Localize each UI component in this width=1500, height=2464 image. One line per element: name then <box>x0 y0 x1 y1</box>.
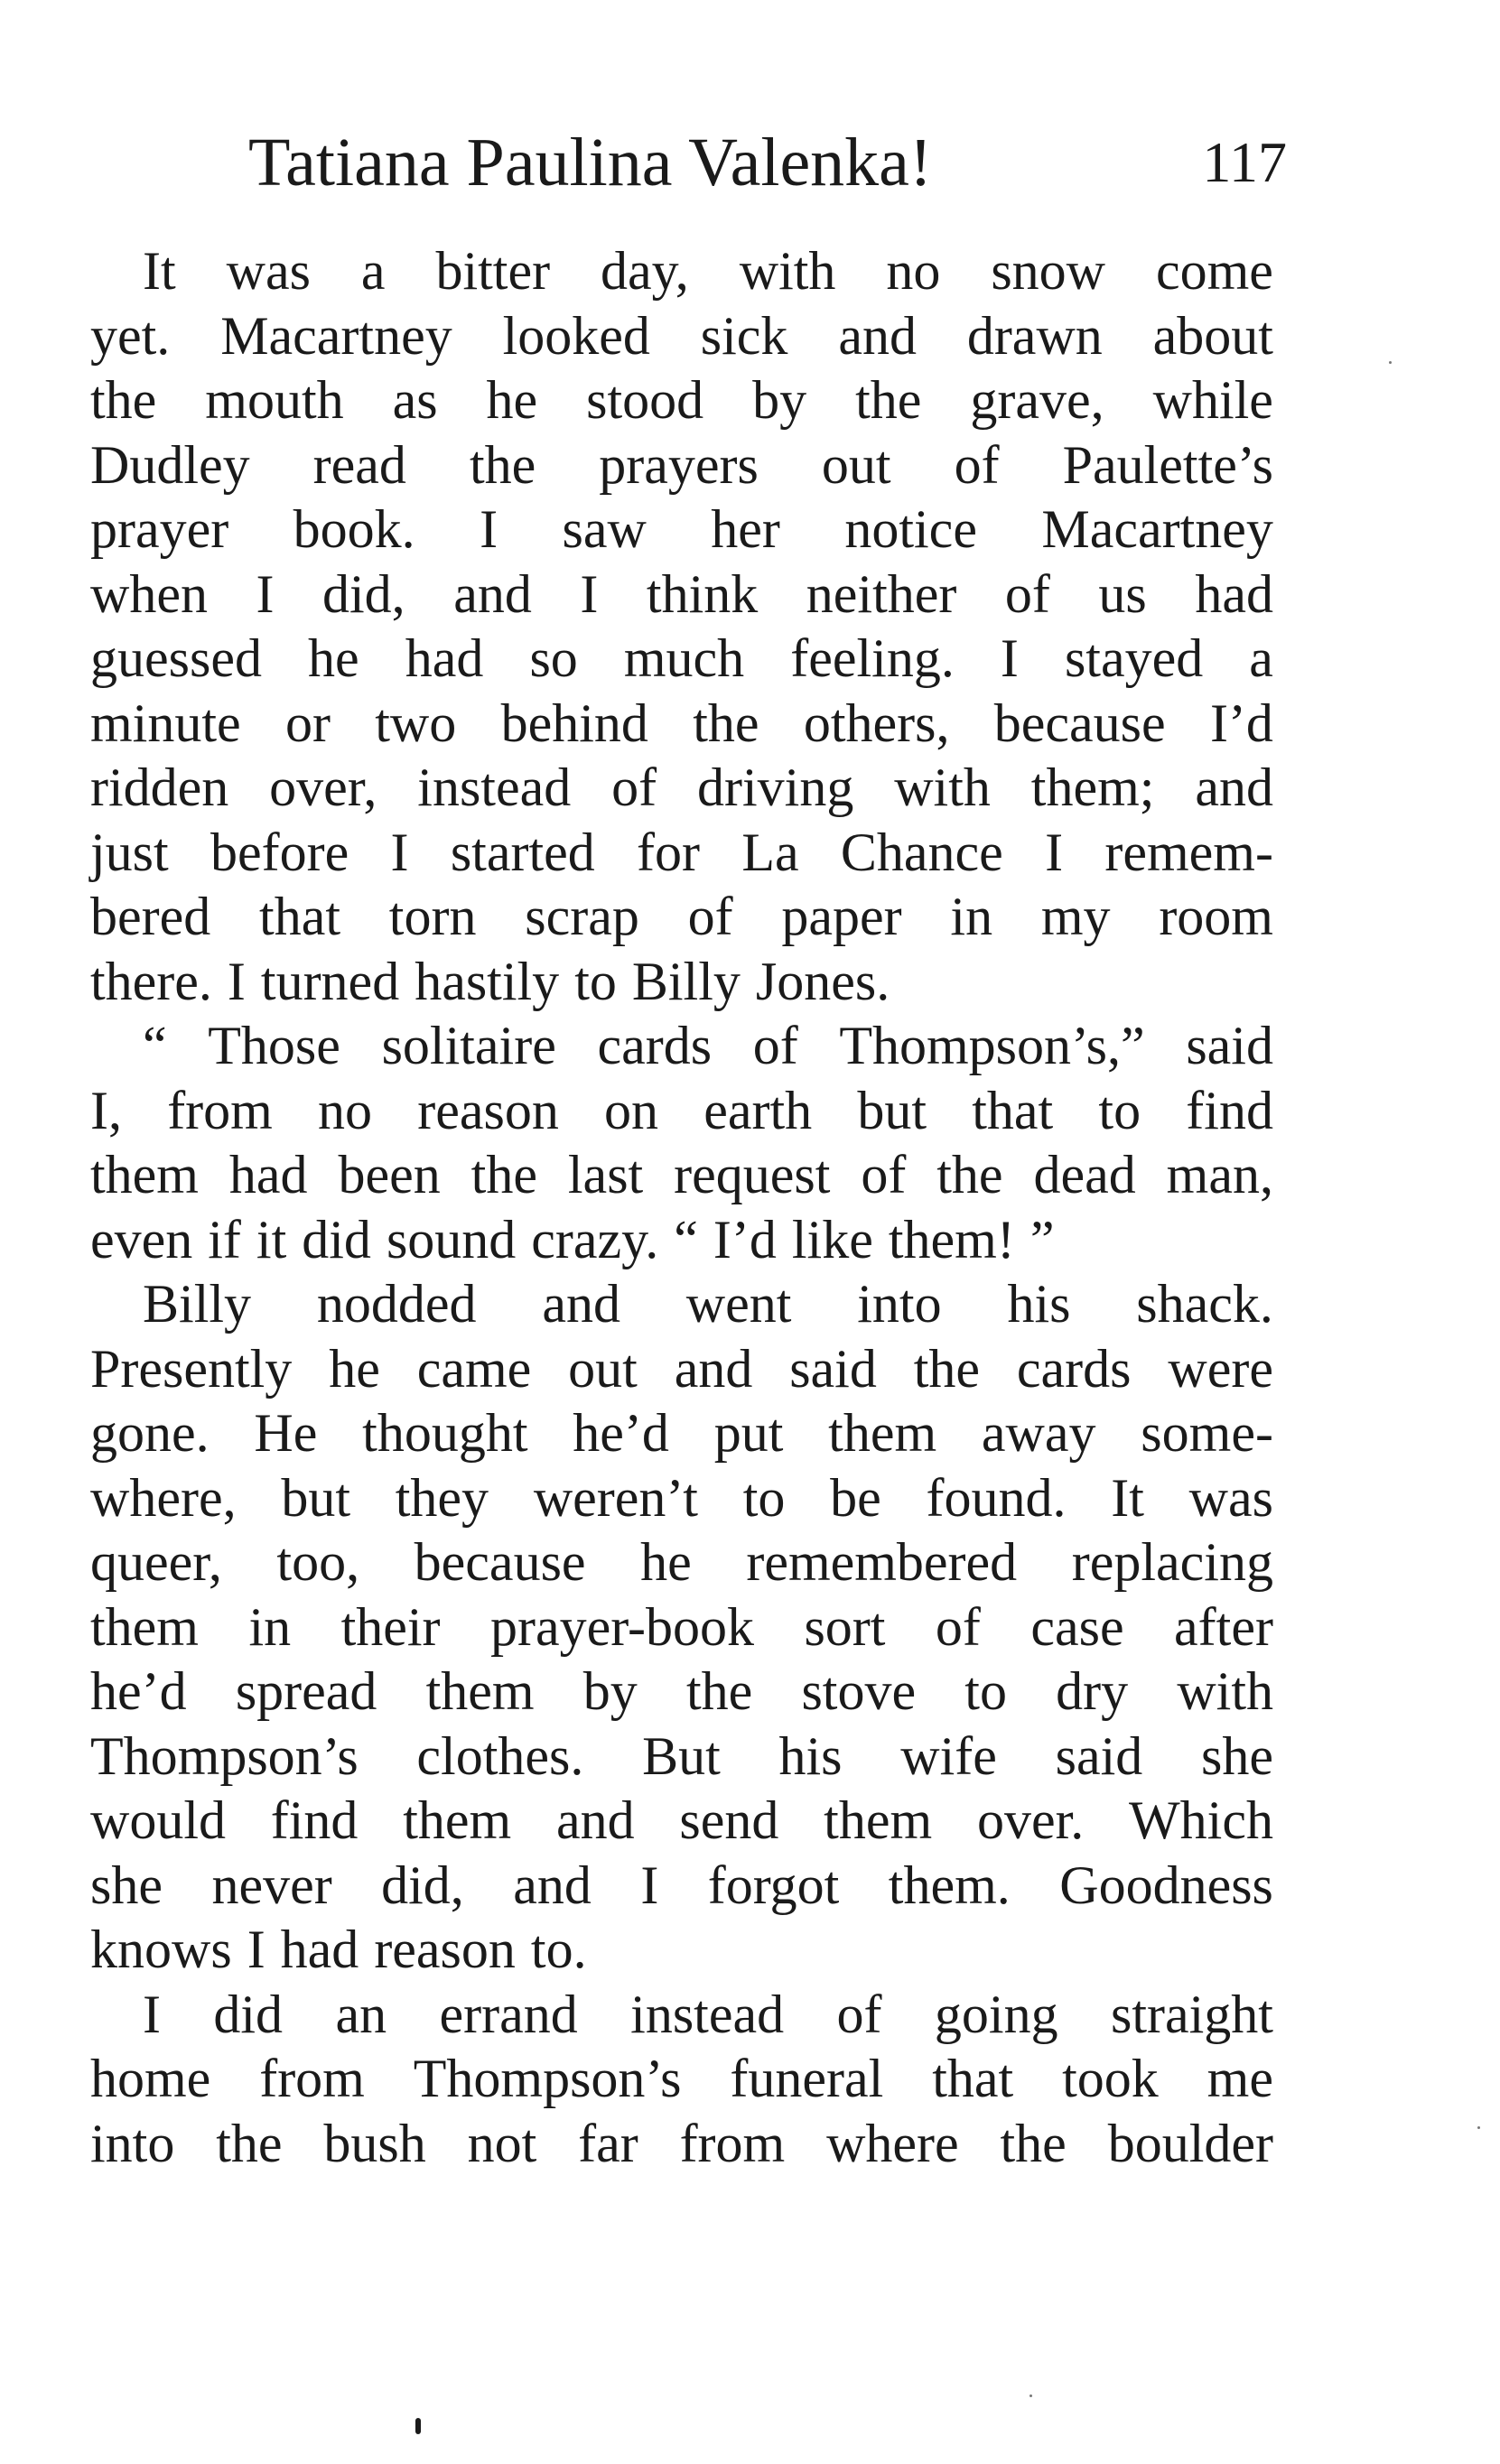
word: were <box>1168 1338 1273 1399</box>
word: he <box>486 370 538 430</box>
word: neither <box>806 563 957 624</box>
word: after <box>1174 1596 1273 1657</box>
word: for <box>637 822 701 882</box>
word: and <box>542 1274 620 1334</box>
text-line <box>90 756 1273 821</box>
word: to <box>964 1661 1007 1721</box>
word: as <box>392 370 438 430</box>
word: of <box>836 1984 882 2044</box>
word: driving <box>697 758 854 817</box>
word: them. <box>888 1855 1011 1915</box>
text-line <box>90 1789 1273 1854</box>
word: turned <box>260 951 400 1011</box>
word: with <box>894 758 991 817</box>
word: wife <box>900 1725 997 1786</box>
word: said <box>1186 1016 1273 1075</box>
word: knows <box>90 1920 232 1979</box>
word: I <box>256 563 275 624</box>
word: dead <box>1033 1145 1136 1204</box>
word: bered <box>90 887 211 946</box>
ink-mark <box>415 2418 421 2434</box>
text-line <box>90 304 1273 369</box>
word: a <box>360 241 386 301</box>
word: had <box>405 628 484 688</box>
word: earth <box>703 1080 813 1140</box>
word: Jones. <box>755 951 890 1011</box>
word: I’d <box>1209 693 1273 753</box>
page-number: 117 <box>1202 130 1287 194</box>
text-line <box>90 1337 1273 1402</box>
word: by <box>582 1661 638 1721</box>
text-line <box>90 950 1273 1015</box>
word: had <box>1195 563 1273 624</box>
word: to <box>742 1467 786 1528</box>
word: of <box>861 1145 907 1204</box>
word: sort <box>804 1596 886 1657</box>
word: minute <box>90 693 241 753</box>
word: from <box>679 2113 786 2173</box>
word: never <box>211 1855 332 1915</box>
word: of <box>954 434 1000 495</box>
word: It <box>143 241 176 301</box>
text-line <box>90 692 1273 757</box>
word: I, <box>90 1080 122 1140</box>
word: from <box>167 1080 273 1140</box>
word: to <box>1098 1080 1141 1140</box>
word: of <box>687 887 733 946</box>
word: the <box>1000 2113 1067 2173</box>
word: and <box>1195 758 1273 817</box>
word: guessed <box>90 628 262 688</box>
word: bitter <box>435 241 551 301</box>
word: I <box>247 1920 266 1979</box>
word: feeling. <box>790 628 955 688</box>
word: with <box>1177 1661 1273 1721</box>
word: find <box>1186 1080 1273 1140</box>
word: before <box>210 822 349 882</box>
word: she <box>90 1855 163 1915</box>
word: Those <box>208 1016 340 1075</box>
word: he <box>640 1532 692 1592</box>
word: find <box>270 1790 359 1850</box>
word: prayer-book <box>489 1596 754 1657</box>
word: mouth <box>205 370 344 430</box>
word: with <box>739 241 836 301</box>
word: I <box>1000 628 1019 688</box>
word: his <box>778 1725 843 1786</box>
word: bush <box>323 2113 426 2173</box>
word: be <box>830 1467 881 1528</box>
text-line <box>90 1530 1273 1595</box>
word: last <box>567 1145 644 1204</box>
word: He <box>254 1403 318 1463</box>
text-line <box>90 1143 1273 1208</box>
word: come <box>1155 241 1273 301</box>
word: prayers <box>599 434 759 495</box>
word: send <box>679 1790 779 1850</box>
word: in <box>248 1596 292 1657</box>
word: that <box>972 1080 1054 1140</box>
word: by <box>752 370 807 430</box>
word: others, <box>803 693 950 753</box>
word: away <box>981 1403 1096 1463</box>
word: his <box>1007 1274 1071 1334</box>
word: and <box>555 1790 635 1850</box>
text-line <box>90 2047 1273 2112</box>
word: the <box>216 2113 283 2173</box>
word: weren’t <box>533 1467 698 1528</box>
word: request <box>674 1145 831 1204</box>
word: Goodness <box>1059 1855 1273 1915</box>
word: straight <box>1110 1984 1273 2044</box>
word: them <box>425 1661 535 1721</box>
word: the <box>469 434 536 495</box>
text-line <box>90 1079 1273 1144</box>
word: crazy. <box>531 1209 659 1269</box>
word: “ <box>674 1209 698 1269</box>
text-line <box>90 368 1273 433</box>
word: Paulette’s <box>1062 434 1273 495</box>
word: snow <box>991 241 1105 301</box>
word: I <box>390 822 409 882</box>
word: while <box>1152 370 1273 430</box>
word: but <box>281 1467 350 1528</box>
word: he <box>329 1338 380 1399</box>
word: because <box>993 693 1166 753</box>
word: over. <box>976 1790 1085 1850</box>
paper-speck <box>1477 2126 1480 2129</box>
word: said <box>1055 1725 1143 1786</box>
word: that <box>259 887 341 946</box>
word: read <box>312 434 406 495</box>
word: just <box>90 822 169 882</box>
word: not <box>467 2113 537 2173</box>
word: he’d <box>573 1403 669 1463</box>
text-line <box>90 821 1273 886</box>
word: spread <box>235 1661 377 1721</box>
word: or <box>284 693 331 753</box>
word: me <box>1207 2049 1273 2108</box>
word: Macartney <box>220 305 452 366</box>
word: I <box>227 951 246 1011</box>
word: went <box>685 1274 792 1334</box>
text-line <box>90 627 1273 692</box>
word: notice <box>844 499 977 559</box>
word: a <box>1249 628 1273 688</box>
word: where <box>826 2113 959 2173</box>
word: reason <box>417 1080 559 1140</box>
word: prayer <box>90 499 229 559</box>
word: was <box>226 241 311 301</box>
word: remem- <box>1104 822 1273 882</box>
word: came <box>416 1338 532 1399</box>
word: them; <box>1030 758 1155 817</box>
word: he <box>308 628 359 688</box>
text-line <box>90 497 1273 563</box>
word: had <box>280 1920 359 1979</box>
word: reason <box>374 1920 516 1979</box>
word: some- <box>1141 1403 1273 1463</box>
word: been <box>338 1145 441 1204</box>
word: remembered <box>746 1532 1018 1592</box>
word: but <box>857 1080 927 1140</box>
word: they <box>395 1467 489 1528</box>
word: Macartney <box>1041 499 1273 559</box>
word: much <box>623 628 745 688</box>
word: stove <box>801 1661 917 1721</box>
word: started <box>450 822 595 882</box>
paper-speck <box>1389 361 1392 364</box>
word: even <box>90 1209 193 1269</box>
word: ridden <box>90 758 229 817</box>
word: took <box>1062 2049 1159 2108</box>
word: there. <box>90 951 212 1011</box>
paper-speck <box>1030 2394 1032 2397</box>
word: instead <box>417 758 572 817</box>
word: cards <box>1016 1338 1132 1399</box>
word: in <box>950 887 993 946</box>
word: I <box>640 1855 659 1915</box>
word: of <box>752 1016 798 1075</box>
word: like <box>791 1209 873 1269</box>
word: too, <box>276 1532 360 1592</box>
word: the <box>913 1338 981 1399</box>
word: I <box>580 563 599 624</box>
chapter-title: Tatiana Paulina Valenka! <box>248 125 933 200</box>
word: I <box>480 499 498 559</box>
word: had <box>228 1145 308 1204</box>
word: because <box>414 1532 586 1592</box>
word: forgot <box>707 1855 840 1915</box>
word: the <box>685 1661 753 1721</box>
word: far <box>578 2113 638 2173</box>
word: home <box>90 2049 211 2108</box>
text-line <box>90 1401 1273 1466</box>
word: them <box>90 1145 199 1204</box>
text-line <box>90 1208 1273 1273</box>
word: over, <box>269 758 377 817</box>
text-line <box>90 433 1273 498</box>
word: did <box>302 1209 371 1269</box>
word: dry <box>1056 1661 1129 1721</box>
text-line <box>90 1918 1273 1983</box>
word: would <box>90 1790 226 1850</box>
word: saw <box>562 499 647 559</box>
running-head <box>248 117 1287 208</box>
word: put <box>713 1403 784 1463</box>
word: gone. <box>90 1403 210 1463</box>
text-line <box>90 563 1273 628</box>
word: on <box>604 1080 659 1140</box>
word: But <box>642 1725 721 1786</box>
word: I <box>143 1984 161 2044</box>
word: did, <box>322 563 405 624</box>
word: room <box>1159 887 1273 946</box>
word: and <box>453 563 532 624</box>
word: out <box>821 434 891 495</box>
word: their <box>340 1596 441 1657</box>
word: into <box>857 1274 942 1334</box>
word: he’d <box>90 1661 187 1721</box>
word: going <box>934 1984 1058 2044</box>
word: Billy <box>143 1274 252 1334</box>
word: said <box>789 1338 877 1399</box>
word: La <box>741 822 799 882</box>
word: errand <box>439 1984 578 2044</box>
word: and <box>513 1855 592 1915</box>
word: Dudley <box>90 434 250 495</box>
word: from <box>259 2049 365 2108</box>
word: into <box>90 2113 175 2173</box>
word: grave, <box>970 370 1104 430</box>
text-line <box>90 2112 1273 2177</box>
word: stood <box>586 370 704 430</box>
word: them! <box>888 1209 1015 1269</box>
word: if <box>208 1209 241 1269</box>
word: shack. <box>1136 1274 1273 1334</box>
word: them <box>828 1403 937 1463</box>
word: and <box>838 305 917 366</box>
text-line <box>90 1725 1273 1790</box>
word: when <box>90 563 208 624</box>
word: Thompson’s,” <box>839 1016 1145 1075</box>
word: of <box>611 758 657 817</box>
word: sound <box>386 1209 517 1269</box>
word: case <box>1030 1596 1124 1657</box>
text-line <box>90 1660 1273 1725</box>
word: them <box>824 1790 933 1850</box>
word: queer, <box>90 1532 222 1592</box>
word: the <box>90 370 157 430</box>
word: no <box>886 241 941 301</box>
word: man, <box>1166 1145 1273 1204</box>
word: she <box>1200 1725 1273 1786</box>
word: and <box>674 1338 753 1399</box>
word: book. <box>293 499 415 559</box>
word: my <box>1040 887 1111 946</box>
word: scrap <box>525 887 639 946</box>
word: clothes. <box>416 1725 584 1786</box>
word: “ <box>143 1016 167 1075</box>
word: hastily <box>415 951 560 1011</box>
word: was <box>1188 1467 1273 1528</box>
word: It <box>1111 1467 1144 1528</box>
text-line <box>90 1272 1273 1337</box>
word: Billy <box>631 951 741 1011</box>
word: thought <box>362 1403 528 1463</box>
word: about <box>1152 305 1273 366</box>
word: I <box>1045 822 1064 882</box>
word: boulder <box>1107 2113 1273 2173</box>
word: where, <box>90 1467 237 1528</box>
text-line <box>90 1595 1273 1660</box>
word: out <box>568 1338 638 1399</box>
word: sick <box>700 305 788 366</box>
word: her <box>711 499 780 559</box>
word: the <box>693 693 759 753</box>
word: an <box>335 1984 387 2044</box>
word: solitaire <box>381 1016 556 1075</box>
word: them <box>403 1790 512 1850</box>
word: of <box>935 1596 981 1657</box>
word: Thompson’s <box>90 1725 359 1786</box>
text-line <box>90 239 1273 304</box>
text-line <box>90 1983 1273 2048</box>
word: funeral <box>730 2049 884 2108</box>
word: did <box>213 1984 284 2044</box>
word: us <box>1098 563 1147 624</box>
word: nodded <box>316 1274 477 1334</box>
word: stayed <box>1064 628 1204 688</box>
word: that <box>932 2049 1014 2108</box>
text-line <box>90 1014 1273 1079</box>
word: instead <box>630 1984 785 2044</box>
word: paper <box>781 887 902 946</box>
word: of <box>1004 563 1050 624</box>
word: cards <box>597 1016 713 1075</box>
text-line <box>90 885 1273 950</box>
word: to <box>574 951 617 1011</box>
word: Which <box>1129 1790 1273 1850</box>
word: behind <box>500 693 648 753</box>
word: Presently <box>90 1338 293 1399</box>
word: found. <box>926 1467 1067 1528</box>
word: replacing <box>1071 1532 1273 1592</box>
text-line <box>90 1466 1273 1531</box>
word: the <box>470 1145 537 1204</box>
word: drawn <box>966 305 1103 366</box>
word: did, <box>381 1855 464 1915</box>
word: the <box>936 1145 1003 1204</box>
word: two <box>375 693 457 753</box>
body-text <box>90 239 1273 2176</box>
word: looked <box>502 305 650 366</box>
word: so <box>529 628 578 688</box>
word: to. <box>530 1920 587 1979</box>
word: it <box>256 1209 287 1269</box>
word: I’d <box>713 1209 777 1269</box>
word: the <box>855 370 922 430</box>
word: them <box>90 1596 199 1657</box>
word: ” <box>1030 1209 1055 1269</box>
word: Chance <box>840 822 1003 882</box>
word: day, <box>601 241 689 301</box>
word: yet. <box>90 305 171 366</box>
word: no <box>318 1080 373 1140</box>
word: think <box>646 563 759 624</box>
text-line <box>90 1854 1273 1919</box>
word: Thompson’s <box>413 2049 682 2108</box>
word: torn <box>388 887 477 946</box>
